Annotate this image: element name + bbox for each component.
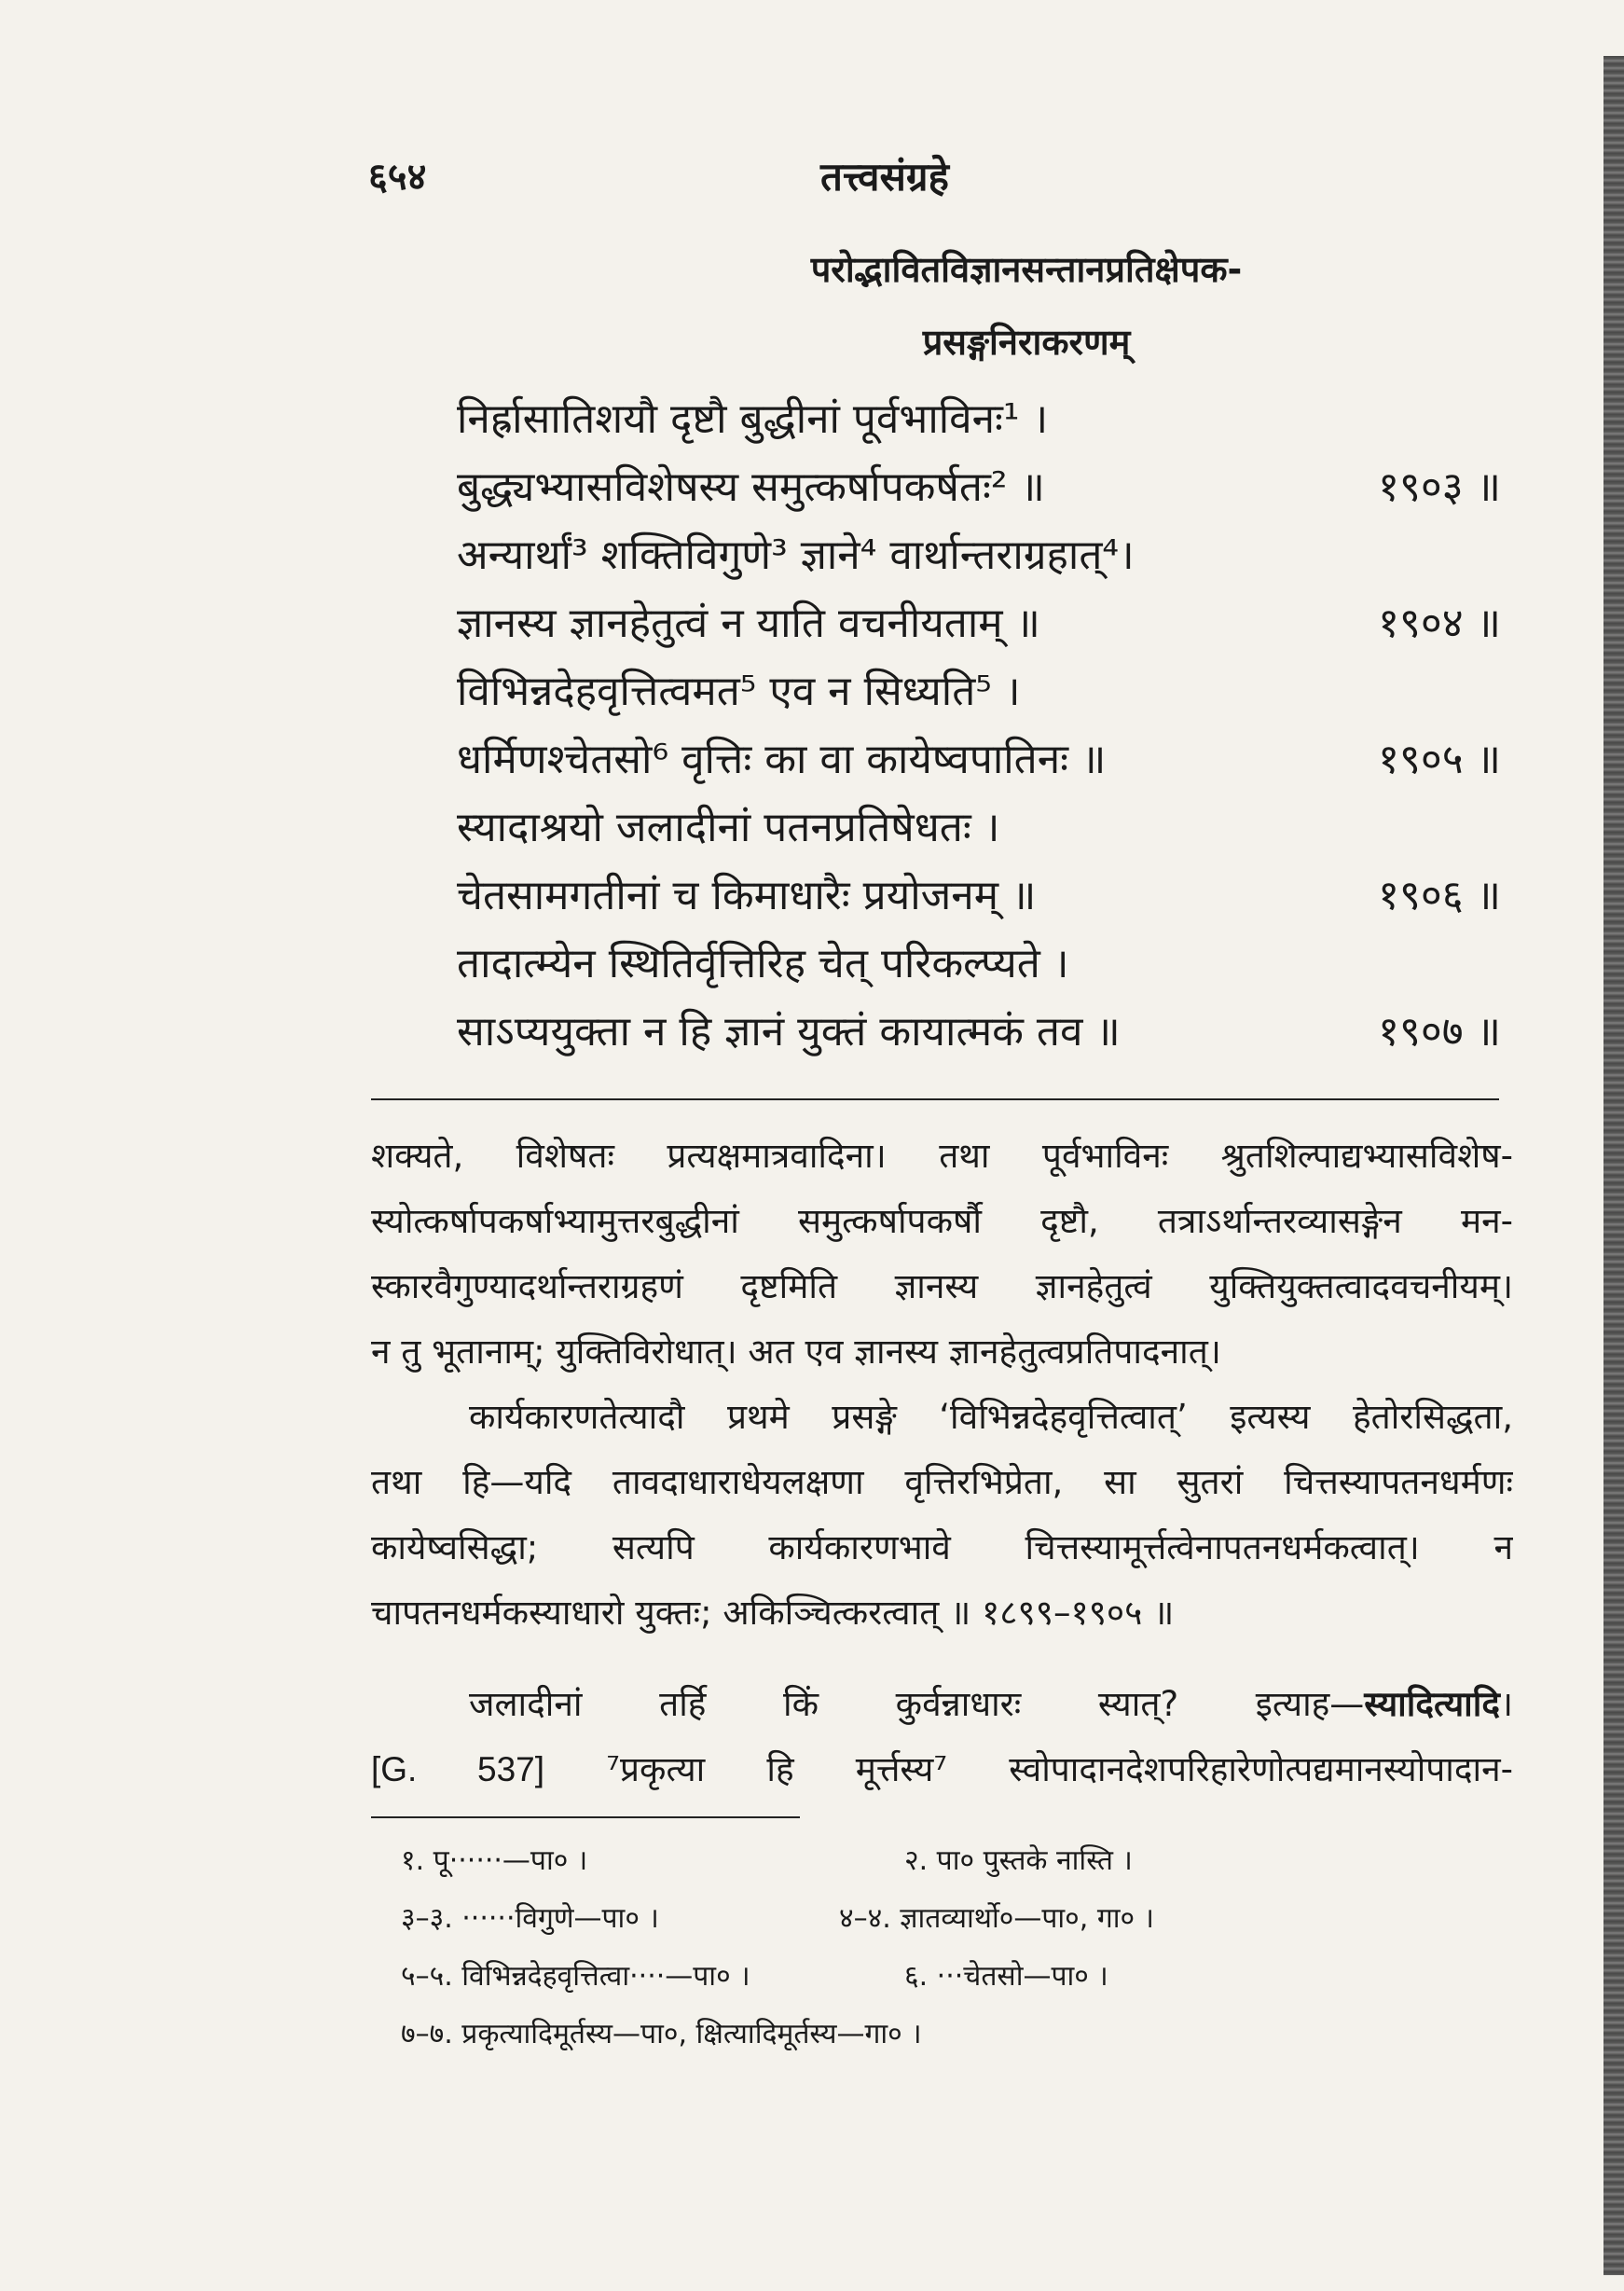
- running-title: तत्त्वसंग्रहे: [820, 154, 949, 200]
- commentary-line: शक्यते, विशेषतः प्रत्यक्षमात्रवादिना। तथा पूर्वभाविनः श्रुतशिल्पाद्यभ्यासविशेष-: [371, 1136, 1513, 1176]
- commentary-line: [371, 1737, 1513, 1802]
- commentary-text: ⁷प्रकृत्या हि मूर्त्तस्य⁷ स्वोपादानदेशपरिहारेणोत्पद्यमानस्योपादान-: [606, 1749, 1513, 1789]
- verse-block: [457, 382, 1501, 1063]
- verse-text: ज्ञानस्य ज्ञानहेतुत्वं न याति वचनीयताम् ॥: [457, 599, 1040, 647]
- verse-line: [457, 859, 1501, 927]
- verse-line: [457, 723, 1501, 791]
- commentary-paragraph-2: [371, 1385, 1513, 1646]
- verse-line: [457, 382, 1501, 450]
- verse-number: १९०४ ॥: [1378, 599, 1501, 647]
- verse-line: [457, 518, 1501, 587]
- footnote: ३–३. ······विगुणे—पा० ।: [401, 1902, 659, 1935]
- verse-number: १९०५ ॥: [1378, 735, 1501, 783]
- verse-line: [457, 587, 1501, 655]
- verse-commentary-divider: [371, 1098, 1499, 1100]
- footnote: ५–५. विभिन्नदेहवृत्तित्वा····—पा० ।: [401, 1960, 750, 1993]
- footnote: ७–७. प्रकृत्यादिमूर्तस्य—पा०, क्षित्यादिमूर्तस्य—गा० ।: [401, 2018, 922, 2050]
- section-title-line-1: परोद्भावितविज्ञानसन्तानप्रतिक्षेपक-: [810, 249, 1243, 290]
- verse-number: १९०७ ॥: [1378, 1007, 1501, 1056]
- verse-line: [457, 995, 1501, 1063]
- footnotes-block: [401, 1832, 1473, 2063]
- commentary-line: स्कारवैगुण्यादर्थान्तराग्रहणं दृष्टमिति ज्ञानस्य ज्ञानहेतुत्वं युक्तियुक्तत्वादवचनीयम्।: [371, 1266, 1513, 1306]
- commentary-text: जलादीनां तर्हि किं कुर्वन्नाधारः स्यात्? इत्याह—: [469, 1684, 1365, 1724]
- edition-page-marker: [G. 537]: [371, 1750, 545, 1788]
- verse-text: विभिन्नदेहवृत्तित्वमत⁵ एव न सिध्यति⁵ ।: [457, 667, 1021, 715]
- verse-text: चेतसामगतीनां च किमाधारैः प्रयोजनम् ॥: [457, 871, 1037, 919]
- verse-text: साऽप्ययुक्ता न हि ज्ञानं युक्तं कायात्मकं तव ॥: [457, 1007, 1121, 1056]
- commentary-block: [371, 1124, 1513, 1802]
- commentary-line: तथा हि—यदि तावदाधाराधेयलक्षणा वृत्तिरभिप्रेता, सा सुतरां चित्तस्यापतनधर्मणः: [371, 1462, 1513, 1502]
- verse-line: [457, 791, 1501, 859]
- footnote-row: [401, 1890, 1473, 1948]
- commentary-line: कार्यकारणतेत्यादौ प्रथमे प्रसङ्गे ‘विभिन्नदेहवृत्तित्वात्’ इत्यस्य हेतोरसिद्धता,: [469, 1397, 1513, 1437]
- verse-text: निर्ह्रासातिशयौ दृष्टौ बुद्धीनां पूर्वभाविनः¹ ।: [457, 394, 1049, 443]
- commentary-line: [371, 1672, 1513, 1737]
- verse-text: बुद्ध्यभ्यासविशेषस्य समुत्कर्षापकर्षतः² ॥: [457, 462, 1045, 511]
- footnote: १. पू······—पा० ।: [401, 1844, 588, 1877]
- commentary-line: न तु भूतानाम्; युक्तिविरोधात्। अत एव ज्ञानस्य ज्ञानहेतुत्वप्रतिपादनात्।: [371, 1332, 1221, 1372]
- verse-line: [457, 655, 1501, 723]
- footnote: २. पा० पुस्तके नास्ति ।: [904, 1844, 1133, 1877]
- commentary-paragraph-3: [371, 1672, 1513, 1802]
- page-number: ६५४: [368, 156, 427, 199]
- verse-text: धर्मिणश्चेतसो⁶ वृत्तिः का वा कायेष्वपातिनः ॥: [457, 735, 1107, 783]
- footnote-row: [401, 1948, 1473, 2006]
- section-title-line-2: प्रसङ्गनिराकरणम्: [922, 322, 1131, 363]
- commentary-text: ।: [1499, 1684, 1513, 1724]
- verse-number: १९०३ ॥: [1378, 462, 1501, 511]
- commentary-paragraph-1: [371, 1124, 1513, 1385]
- commentary-line: चापतनधर्मकस्याधारो युक्तः; अकिञ्चित्करत्वात् ॥ १८९९–१९०५ ॥: [371, 1593, 1175, 1633]
- footnote-row: [401, 2006, 1473, 2063]
- footnote-row: [401, 1832, 1473, 1890]
- pratika-keyword: स्यादित्यादि: [1364, 1684, 1500, 1724]
- footnote: ४–४. ज्ञातव्यार्थो०—पा०, गा० ।: [839, 1902, 1154, 1935]
- page-header: [0, 149, 1624, 214]
- commentary-line: स्योत्कर्षापकर्षाभ्यामुत्तरबुद्धीनां समुत्कर्षापकर्षौ दृष्टौ, तत्राऽर्थान्तरव्यासङ्गेन मन-: [371, 1201, 1513, 1241]
- verse-text: स्यादाश्रयो जलादीनां पतनप्रतिषेधतः ।: [457, 803, 1000, 851]
- verse-line: [457, 927, 1501, 995]
- page-edge-shadow: [1603, 56, 1624, 2275]
- verse-text: अन्यार्थां³ शक्तिविगुणे³ ज्ञाने⁴ वार्थान्तराग्रहात्⁴।: [457, 531, 1135, 579]
- commentary-line: कायेष्वसिद्धा; सत्यपि कार्यकारणभावे चित्तस्यामूर्त्तत्वेनापतनधर्मकत्वात्। न: [371, 1527, 1513, 1567]
- verse-line: [457, 450, 1501, 518]
- footnote: ६. ···चेतसो—पा० ।: [904, 1960, 1108, 1993]
- verse-text: तादात्म्येन स्थितिर्वृत्तिरिह चेत् परिकल्प्यते ।: [457, 939, 1069, 987]
- verse-number: १९०६ ॥: [1378, 871, 1501, 919]
- footnote-divider: [371, 1816, 800, 1818]
